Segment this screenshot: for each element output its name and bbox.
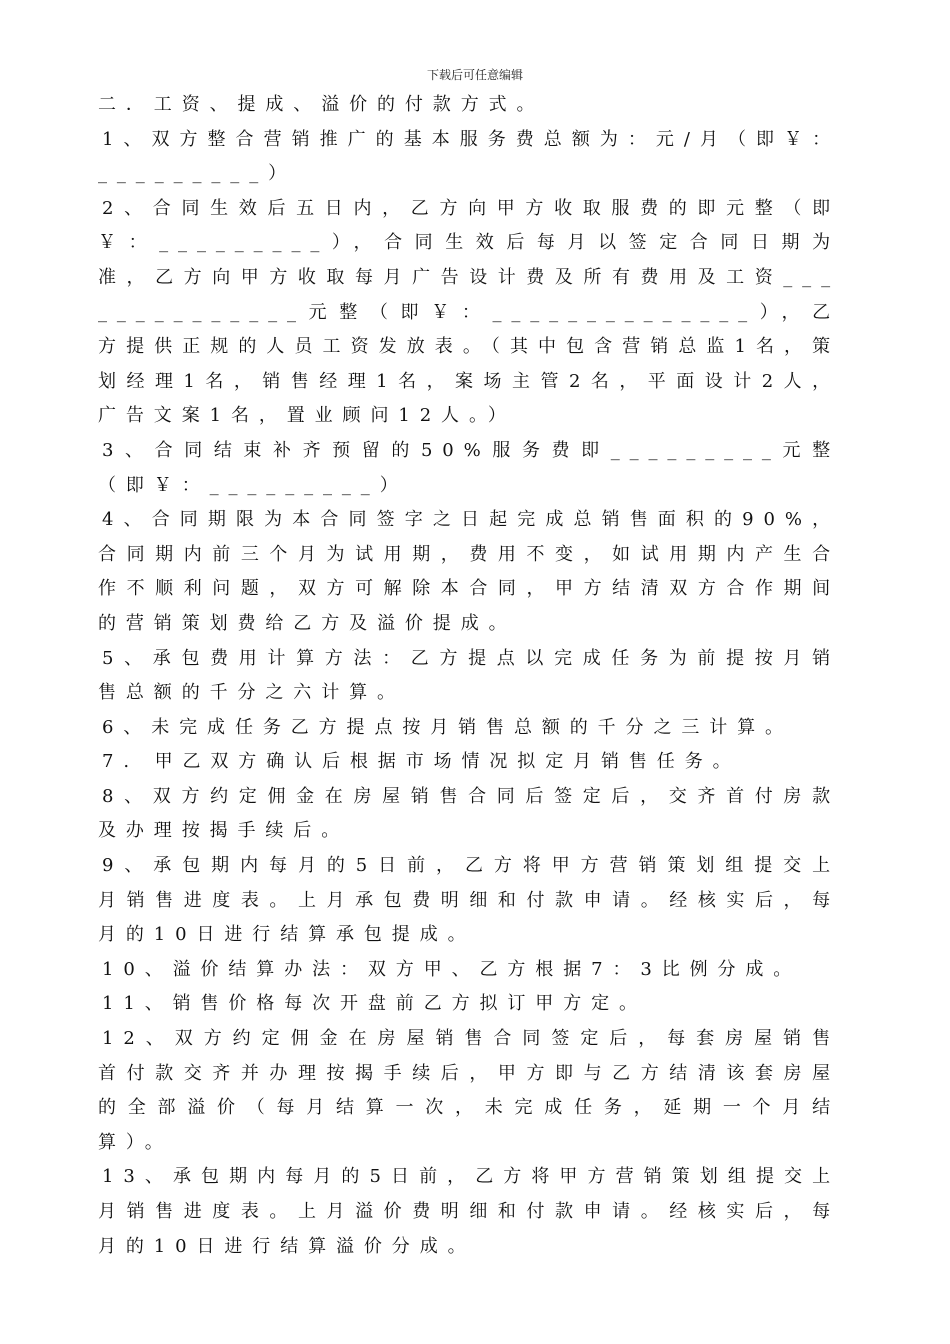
paragraph-3: 3、合同结束补齐预留的50%服务费即_________元整（即￥：_________） <box>98 439 840 496</box>
paragraph-6: 6、未完成任务乙方提点按月销售总额的千分之三计算。 <box>102 716 793 738</box>
paragraph-13: 13、承包期内每月的5日前，乙方将甲方营销策划组提交上月销售进度表。上月溢价费明细和付款申请。经核实后，每月的10日进行结算溢价分成。 <box>98 1166 840 1257</box>
paragraph-1: 1、双方整合营销推广的基本服务费总额为：元/月（即￥：_________） <box>98 128 840 185</box>
paragraph-11: 11、销售价格每次开盘前乙方拟订甲方定。 <box>102 993 647 1015</box>
paragraph-8: 8、双方约定佣金在房屋销售合同后签定后，交齐首付房款及办理按揭手续后。 <box>98 785 840 842</box>
paragraph-9: 9、承包期内每月的5日前，乙方将甲方营销策划组提交上月销售进度表。上月承包费明细和付款申请。经核实后，每月的10日进行结算承包提成。 <box>98 855 840 946</box>
page-header-note: 下载后可任意编辑 <box>426 68 523 82</box>
paragraph-5: 5、承包费用计算方法：乙方提点以完成任务为前提按月销售总额的千分之六计算。 <box>98 647 840 704</box>
document-body <box>98 88 840 1264</box>
paragraph-2: 2、合同生效后五日内，乙方向甲方收取服费的即元整（即￥：_________），合同生效后每月以签定合同日期为准，乙方向甲方收取每月广告设计费及所有费用及工资______________元整（即￥：______________），乙方提供正规的人员工资发放表。（其中包含营销总监1名，策划经理1名，销售经理1名，案场主管2名，平面设计2人，广告文案1名，置业顾问12人。） <box>98 197 840 427</box>
paragraph-10: 10、溢价结算办法：双方甲、乙方根据7：3比例分成。 <box>102 958 802 980</box>
section-title: 二．工资、提成、溢价的付款方式。 <box>98 94 545 115</box>
paragraph-4: 4、合同期限为本合同签字之日起完成总销售面积的90%，合同期内前三个月为试用期，费用不变，如试用期内产生合作不顺利问题，双方可解除本合同，甲方结清双方合作期间的营销策划费给乙方及溢价提成。 <box>98 509 840 634</box>
paragraph-12: 12、双方约定佣金在房屋销售合同签定后，每套房屋销售首付款交齐并办理按揭手续后，甲方即与乙方结清该套房屋的全部溢价（每月结算一次，未完成任务，延期一个月结算）。 <box>98 1028 840 1153</box>
paragraph-7: 7. 甲乙双方确认后根据市场情况拟定月销售任务。 <box>102 751 741 773</box>
